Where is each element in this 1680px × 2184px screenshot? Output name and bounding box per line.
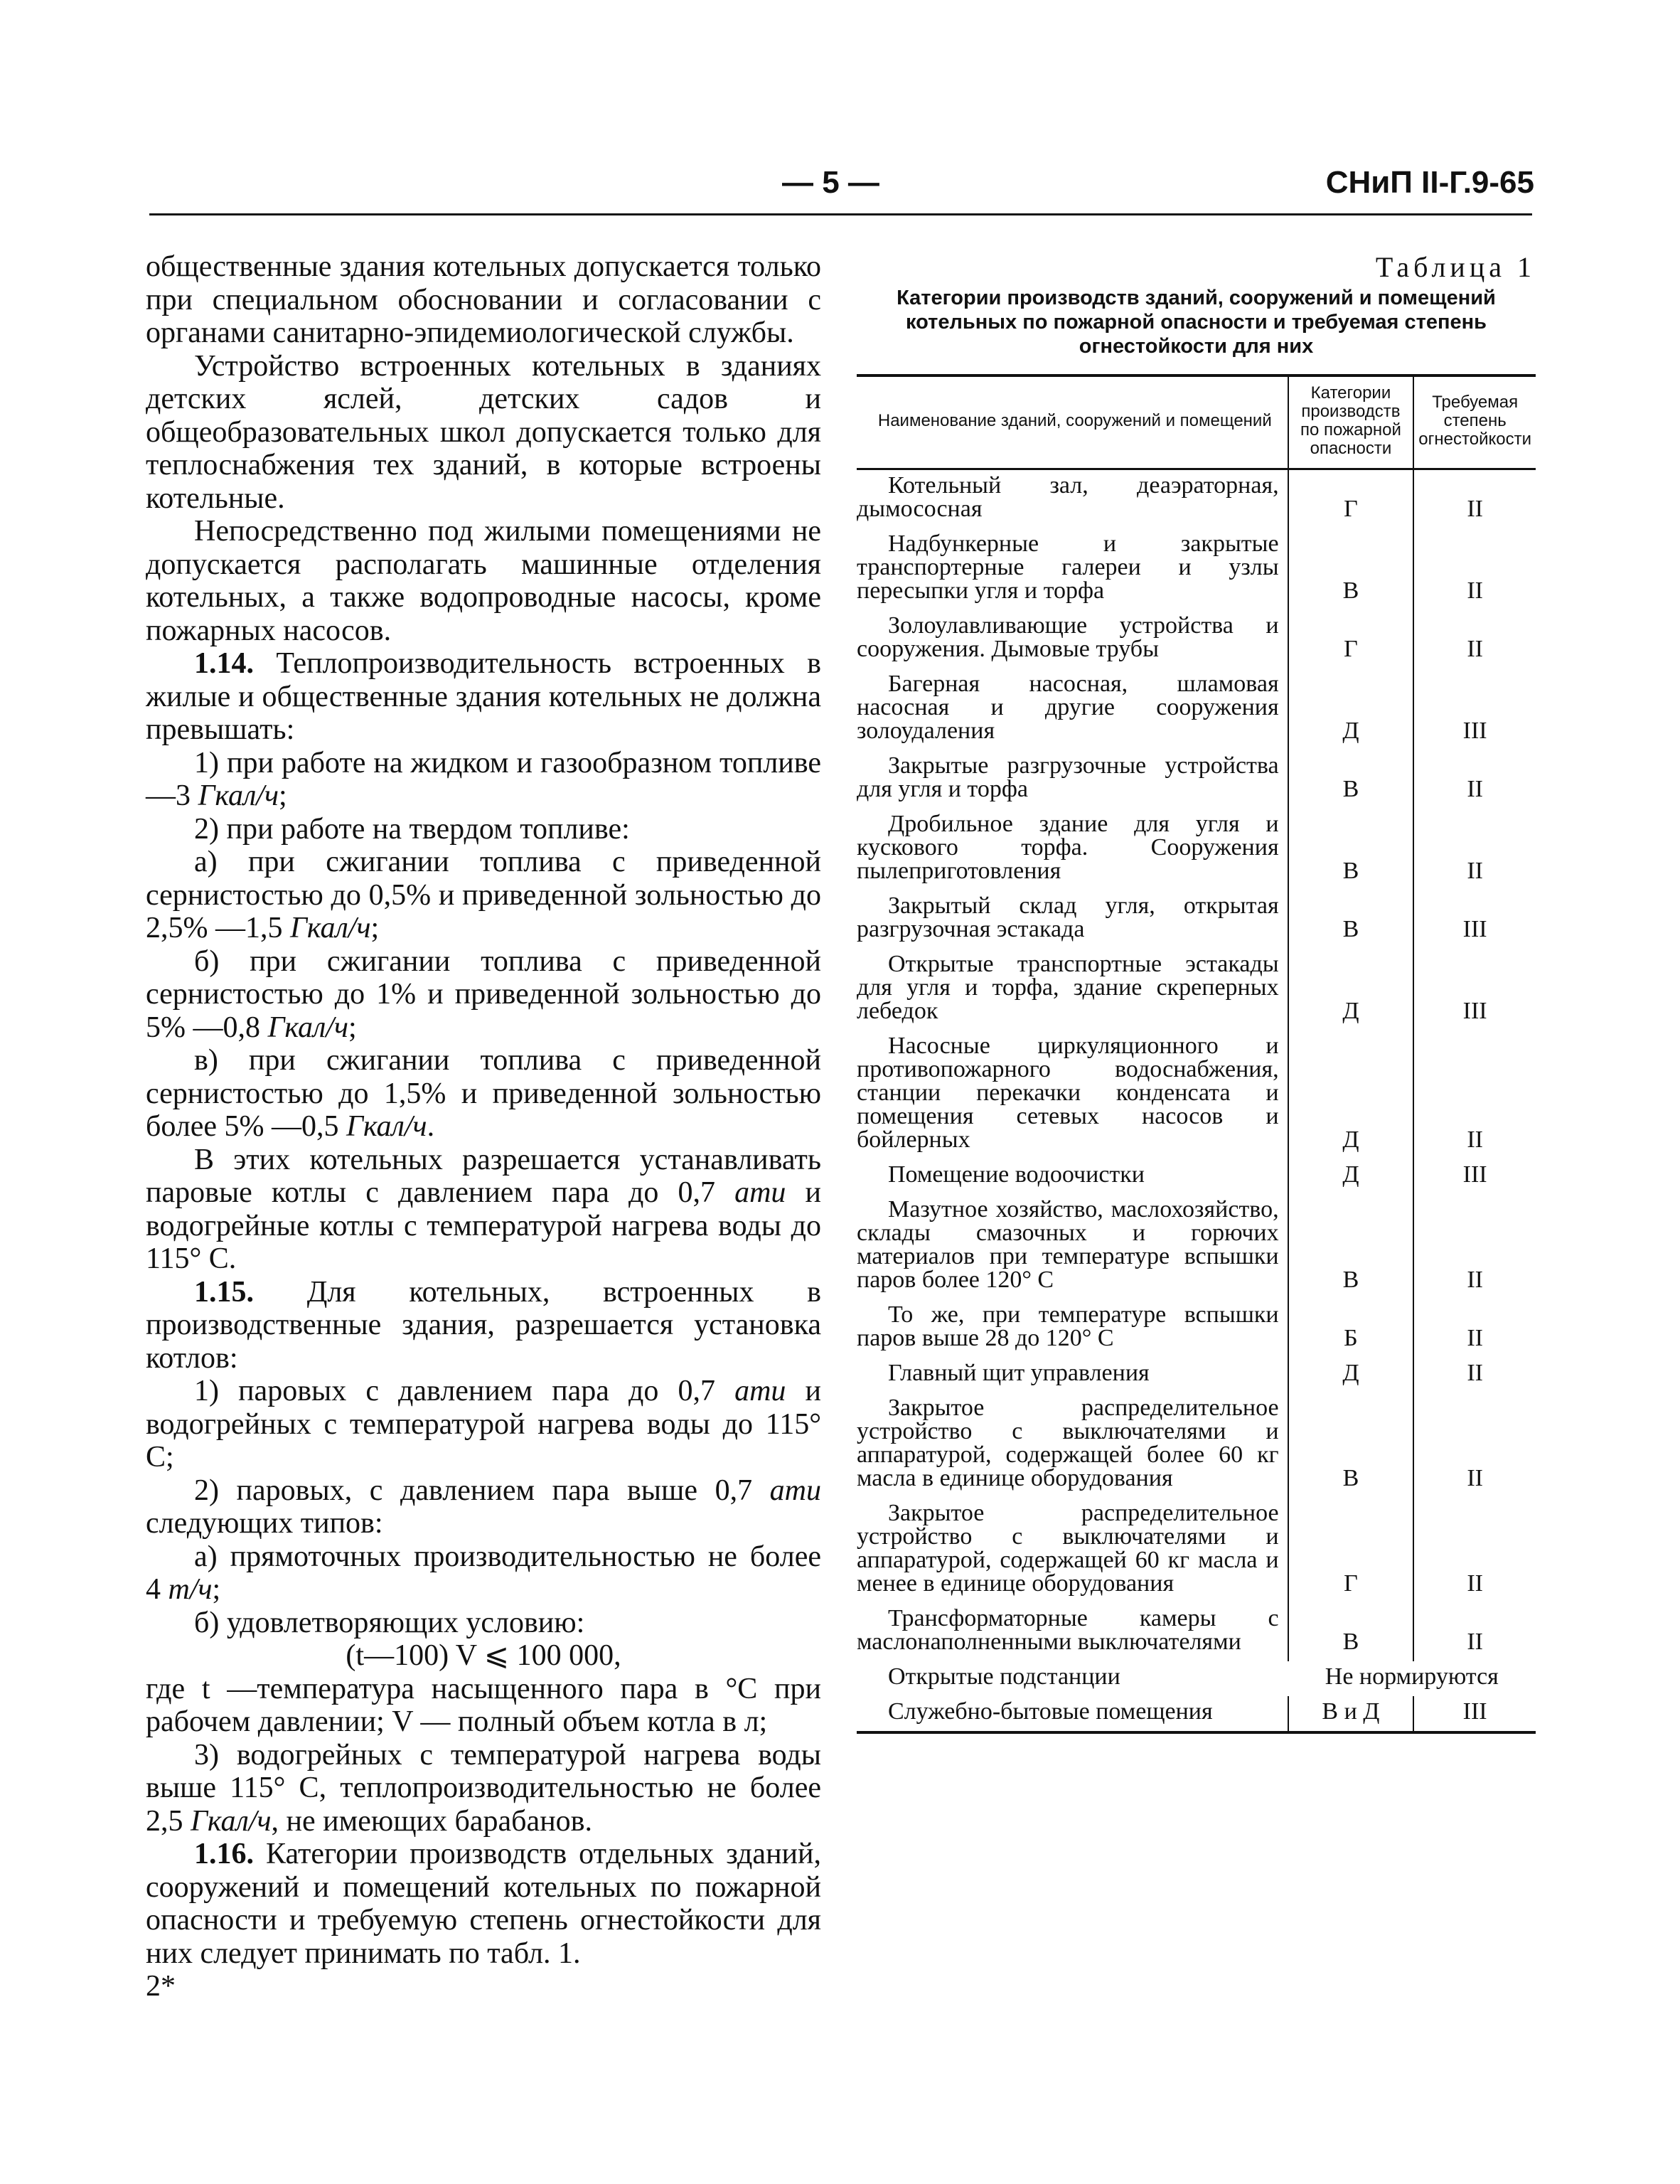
header-category: Категории производств по пожарной опасности: [1288, 375, 1414, 469]
list-item: 2) при работе на твердом топливе:: [194, 812, 630, 846]
row-name: Надбункерные и закрытые транспортерные галереи и узлы пересыпки угля и торфа: [857, 531, 1279, 604]
row-name: Котельный зал, деаэраторная, дымососная: [857, 472, 1279, 522]
row-category: В: [1288, 750, 1414, 809]
table-row: [857, 1358, 1536, 1392]
row-category: В и Д: [1288, 1696, 1414, 1732]
table-row: [857, 1159, 1536, 1194]
section-text: Для котельных, встроенных в производственные здания, разрешается установка котлов:: [146, 1275, 822, 1375]
header-rule: [149, 213, 1532, 215]
row-degree: II: [1467, 577, 1483, 604]
list-item: 2) паровых, с давлением пара выше 0,7 ати следующих типов:: [146, 1474, 821, 1540]
list-item: 1) при работе на жидком и газообразном топливе—3 Гкал/ч;: [146, 746, 821, 812]
row-name: Помещение водоочистки: [888, 1161, 1145, 1188]
row-category: Д: [1288, 949, 1414, 1030]
list-item: а) прямоточных производительностью не более 4 т/ч;: [146, 1540, 821, 1606]
row-category: В: [1288, 528, 1414, 610]
signature-mark: 2*: [146, 1970, 176, 2003]
section-number: 1.14.: [194, 647, 254, 680]
table-row: [857, 1498, 1536, 1603]
row-name: Насосные циркуляционного и противопожарного водоснабжения, станции перекачки конденсата и помещения сетевых насосов и бойлерных: [857, 1033, 1279, 1153]
table-row: [857, 809, 1536, 890]
row-name: Закрытое распределительное устройство с выключателями и аппаратурой, содержащей 60 кг масла и менее в единице оборудования: [857, 1500, 1279, 1597]
row-category: Б: [1288, 1299, 1414, 1358]
row-degree: III: [1462, 916, 1487, 942]
row-category: В: [1288, 890, 1414, 949]
table-row: [857, 949, 1536, 1030]
header-name: Наименование зданий, сооружений и помещений: [857, 375, 1288, 469]
row-degree: III: [1462, 998, 1487, 1024]
row-name: Трансформаторные камеры с маслонаполненными выключателями: [857, 1605, 1279, 1655]
section-text: Теплопроизводительность встроенных в жилые и общественные здания котельных не должна превышать:: [146, 647, 822, 746]
row-name: Багерная насосная, шламовая насосная и другие сооружения золоудаления: [857, 671, 1279, 744]
page-number: — 5 —: [782, 165, 879, 200]
row-name: Мазутное хозяйство, маслохозяйство, склады смазочных и горючих материалов при температуре вспышки паров более 120° С: [857, 1196, 1279, 1293]
document-code: СНиП II-Г.9-65: [1325, 165, 1534, 200]
section-1-15: [146, 1276, 821, 1375]
left-column: [146, 250, 821, 2003]
fire-category-table: [857, 374, 1536, 1734]
table-row: [857, 1299, 1536, 1358]
row-category: Д: [1288, 668, 1414, 750]
row-spanned-value: Не нормируются: [1325, 1663, 1499, 1690]
row-category: Г: [1288, 469, 1414, 529]
formula-note: где t —температура насыщенного пара в °С при рабочем давлении; V — полный объем котла в л;: [146, 1672, 821, 1738]
row-degree: III: [1462, 1161, 1487, 1188]
row-degree: II: [1467, 636, 1483, 662]
paragraph: Устройство встроенных котельных в зданиях детских яслей, детских садов и общеобразовательных школ допускается только для теплоснабжения тех зданий, в которые встроены котельные.: [146, 349, 821, 515]
section-1-14: [146, 647, 821, 747]
table-caption: Категории производств зданий, сооружений и помещений котельных по пожарной опасности и требуемая степень огнестойкости для них: [897, 287, 1496, 358]
table-row: [857, 750, 1536, 809]
right-column: [857, 250, 1536, 1734]
paragraph: общественные здания котельных допускается только при специальном обосновании и согласовании с органами санитарно-эпидемиологической службы.: [146, 250, 821, 349]
paragraph: Непосредственно под жилыми помещениями не допускается располагать машинные отделения котельных, а также водопроводные насосы, кроме пожарных насосов.: [146, 515, 821, 647]
row-category: Д: [1288, 1159, 1414, 1194]
table-row: [857, 1661, 1536, 1696]
table-row: [857, 528, 1536, 610]
row-category: В: [1288, 1392, 1414, 1498]
row-name: Закрытый склад угля, открытая разгрузочная эстакада: [857, 893, 1279, 942]
table-row: [857, 610, 1536, 668]
row-degree: II: [1467, 1126, 1483, 1153]
table-row: [857, 1030, 1536, 1159]
row-name: То же, при температуре вспышки паров выше 28 до 120° С: [857, 1301, 1279, 1351]
row-degree: II: [1467, 1629, 1483, 1655]
row-degree: II: [1467, 1267, 1483, 1293]
row-category: В: [1288, 809, 1414, 890]
row-category: Д: [1288, 1030, 1414, 1159]
row-name: Служебно-бытовые помещения: [888, 1698, 1213, 1725]
table-row: [857, 668, 1536, 750]
table-header-row: [857, 375, 1536, 469]
section-text: Категории производств отдельных зданий, сооружений и помещений котельных по пожарной опасности и требуемую степень огнестойкости для них следует принимать по табл. 1.: [146, 1838, 821, 1970]
list-item: а) при сжигании топлива с приведенной сернистостью до 0,5% и приведенной зольностью до 2,5% —1,5 Гкал/ч;: [146, 846, 821, 944]
formula: (t—100) V ⩽ 100 000,: [346, 1639, 621, 1672]
row-degree: II: [1467, 1570, 1483, 1597]
list-item: 3) водогрейных с температурой нагрева воды выше 115° С, теплопроизводительностью не более 2,5 Гкал/ч, не имеющих барабанов.: [146, 1738, 821, 1838]
row-degree: II: [1467, 1360, 1483, 1386]
list-item: 1) паровых с давлением пара до 0,7 ати и водогрейных с температурой нагрева воды до 115° С;: [146, 1375, 822, 1474]
row-name: Открытые транспортные эстакады для угля и торфа, здание скреперных лебедок: [857, 951, 1279, 1024]
section-1-16: [146, 1838, 821, 1970]
row-degree: II: [1467, 496, 1483, 522]
paragraph: В этих котельных разрешается устанавливать паровые котлы с давлением пара до 0,7 ати и водогрейные котлы с температурой нагрева воды до 115° С.: [146, 1143, 822, 1275]
table-body: [857, 469, 1536, 1733]
list-item: в) при сжигании топлива с приведенной сернистостью до 1,5% и приведенной зольностью более 5% —0,5 Гкал/ч.: [146, 1044, 821, 1143]
row-degree: II: [1467, 1325, 1483, 1351]
row-degree: II: [1467, 1465, 1483, 1491]
header-degree: Требуемая степень огнестойкости: [1413, 375, 1536, 469]
table-row: [857, 469, 1536, 529]
row-category: Г: [1288, 610, 1414, 668]
row-name: Открытые подстанции: [888, 1663, 1120, 1690]
table-row: [857, 1194, 1536, 1299]
list-item: б) удовлетворяющих условию:: [194, 1606, 585, 1639]
table-row: [857, 890, 1536, 949]
table-row: [857, 1603, 1536, 1661]
section-number: 1.16.: [194, 1838, 254, 1870]
row-name: Закрытое распределительное устройство с выключателями и аппаратурой, содержащей более 60 кг масла в единице оборудования: [857, 1395, 1279, 1491]
row-category: В: [1288, 1603, 1414, 1661]
row-category: В: [1288, 1194, 1414, 1299]
row-degree: II: [1467, 776, 1483, 802]
table-row: [857, 1392, 1536, 1498]
row-category: Г: [1288, 1498, 1414, 1603]
table-row: [857, 1696, 1536, 1732]
row-category: Д: [1288, 1358, 1414, 1392]
row-degree: II: [1467, 858, 1483, 884]
table-label: Таблица 1: [1375, 251, 1536, 283]
section-number: 1.15.: [194, 1275, 254, 1309]
row-name: Закрытые разгрузочные устройства для угля и торфа: [857, 752, 1279, 802]
row-name: Дробильное здание для угля и кускового торфа. Сооружения пылеприготовления: [857, 811, 1279, 884]
list-item: б) при сжигании топлива с приведенной сернистостью до 1% и приведенной зольностью до 5% —0,8 Гкал/ч;: [146, 944, 821, 1044]
row-degree: III: [1462, 1698, 1487, 1725]
row-name: Золоулавливающие устройства и сооружения. Дымовые трубы: [857, 612, 1279, 662]
row-name: Главный щит управления: [888, 1360, 1150, 1386]
row-degree: III: [1462, 718, 1487, 744]
